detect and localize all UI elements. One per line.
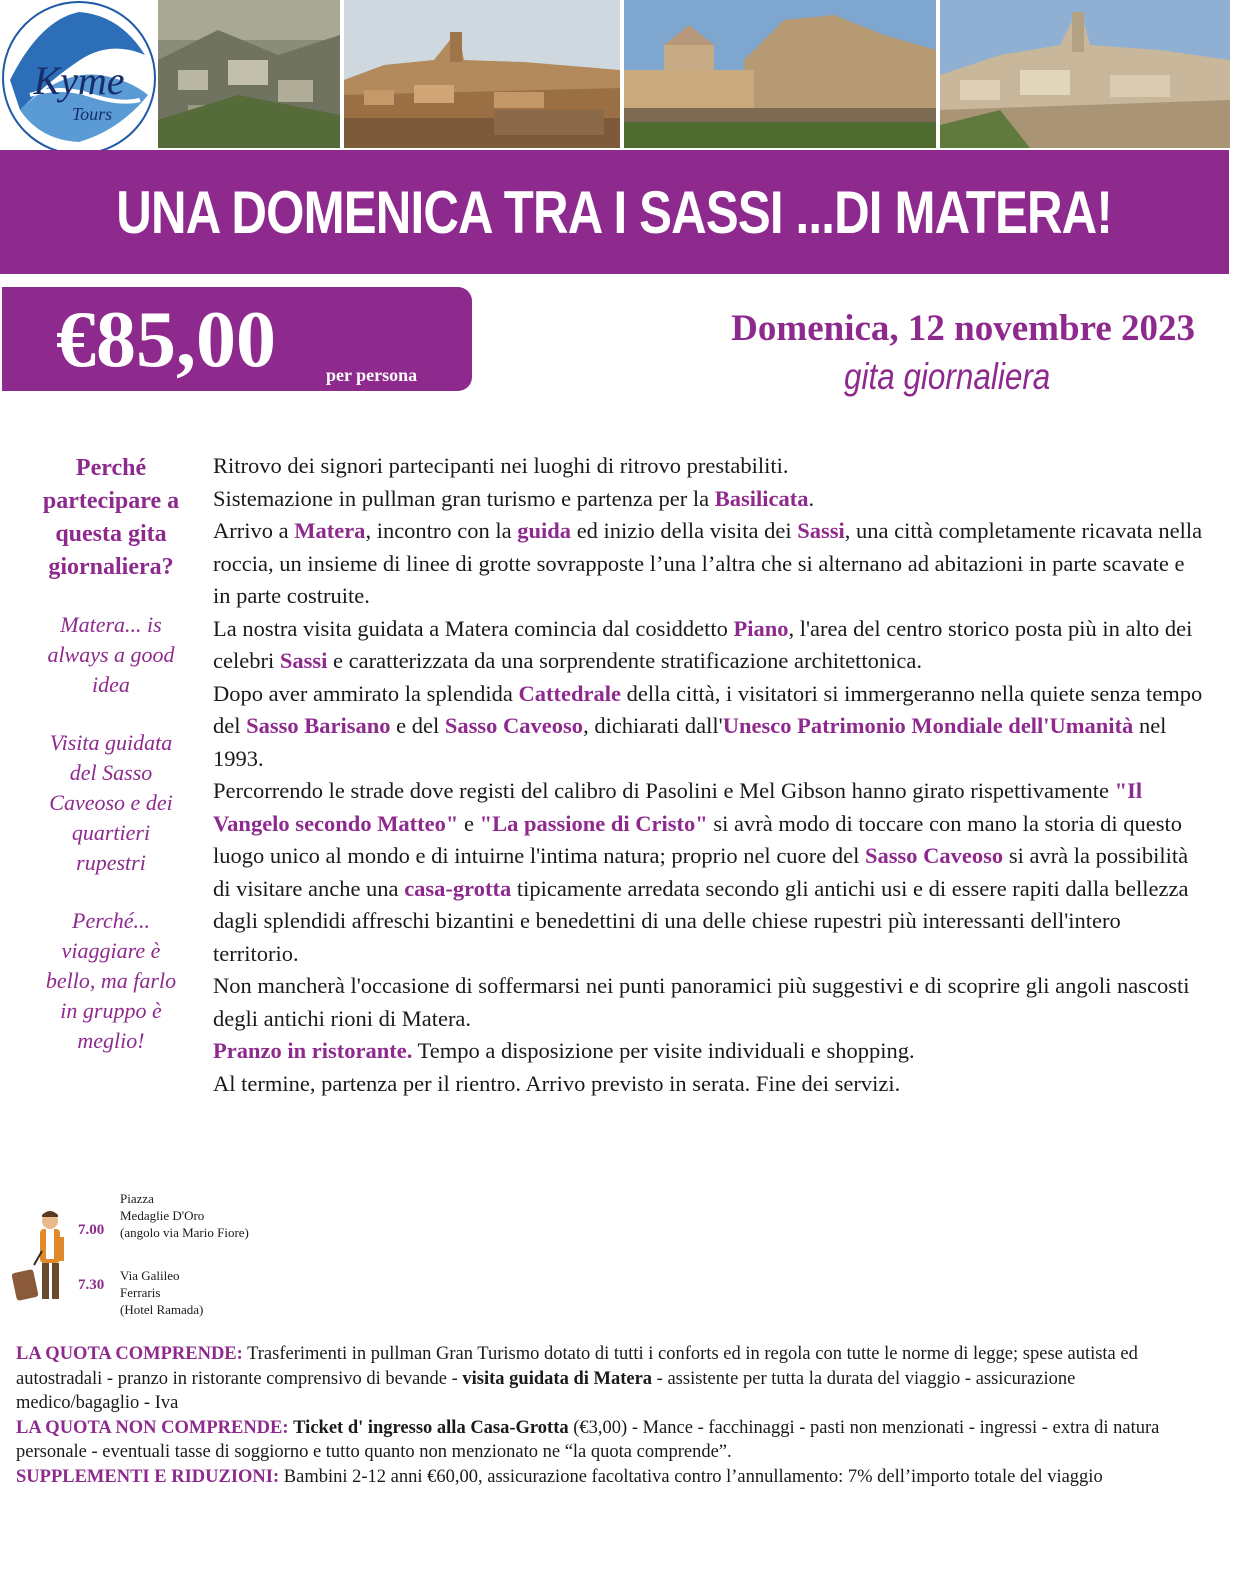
highlight-run: "Il Vangelo secondo Matteo" — [213, 778, 1143, 836]
highlight-run: "La passione di Cristo" — [479, 810, 708, 836]
side-note-line: Perché... — [72, 908, 150, 933]
matera-photo-2 — [344, 0, 620, 148]
side-question-line: Perché — [75, 455, 147, 481]
header-photo-strip — [0, 0, 1241, 148]
departure-place-line: Via Galileo — [120, 1268, 180, 1283]
side-question — [30, 452, 192, 584]
itinerary-paragraph — [213, 1068, 1203, 1101]
side-question-line: giornaliera? — [48, 554, 174, 580]
highlight-run: Unesco Patrimonio Mondiale dell'Umanità — [722, 713, 1134, 738]
side-note-2 — [30, 728, 192, 878]
itinerary-paragraph — [213, 1035, 1203, 1068]
itinerary-paragraph — [213, 775, 1203, 970]
highlight-run: Basilicata — [714, 485, 809, 511]
text-run: nel 1993. — [213, 713, 1167, 771]
itinerary-paragraph — [213, 970, 1203, 1035]
footer-label: LA QUOTA NON COMPRENDE: — [16, 1417, 289, 1438]
highlight-run: Sasso Caveoso — [865, 843, 1004, 868]
highlight-run: Sassi — [279, 648, 328, 673]
departure-time: 7.30 — [78, 1277, 105, 1293]
text-run: ed inizio della visita dei — [571, 518, 798, 543]
text-run: , incontro con la — [365, 518, 518, 543]
matera-photo-3 — [624, 0, 936, 148]
quota-comprende — [16, 1342, 1196, 1416]
side-column — [30, 452, 192, 1056]
itinerary-text — [213, 450, 1203, 1100]
departure-time: 7.00 — [78, 1222, 105, 1238]
footer-label: LA QUOTA COMPRENDE: — [16, 1344, 243, 1364]
departure-place-line: (Hotel Ramada) — [120, 1302, 204, 1317]
side-note-3 — [30, 906, 192, 1056]
text-run: - assistente per tutta la durata del viaggio - assicurazione medico/bagaglio - Iva — [16, 1368, 1076, 1413]
traveler-icon — [8, 1207, 74, 1307]
text-run: Bambini 2-12 anni €60,00, assicurazione facoltativa contro l’annullamento: 7% dell’importo totale del viaggio — [279, 1466, 1103, 1487]
highlight-run: casa-grotta — [404, 875, 512, 901]
text-run: (€3,00) - Mance - facchinaggi - pasti non menzionati - ingressi - extra di natura personale - eventuali tasse di soggiorno e tutto quanto non menzionato ne “la quota comprende”. — [16, 1417, 1160, 1462]
footer-label: SUPPLEMENTI E RIDUZIONI: — [16, 1466, 280, 1487]
title-band — [0, 150, 1229, 274]
text-run: Ritrovo dei signori partecipanti nei luoghi di ritrovo prestabiliti. — [213, 453, 789, 478]
text-run: Trasferimenti in pullman Gran Turismo dotato di tutti i conforts ed in regola con tutte le norme di legge; spese autista ed autostradali - pranzo in ristorante comprensivo di bevande - — [16, 1344, 1138, 1389]
itinerary-paragraph — [213, 450, 1203, 483]
matera-photo-1 — [158, 0, 340, 148]
departure-place-line: Ferraris — [120, 1285, 161, 1300]
itinerary-paragraph — [213, 678, 1203, 776]
highlight-run: guida — [517, 518, 572, 543]
text-run: , una città completamente ricavata nella roccia, un insieme di linee di grotte sovrapposte l’una l’altra che si alternano ad abitazioni in parte scavate e in parte costruite. — [213, 518, 1203, 608]
bold-run: visita guidata di Matera — [462, 1368, 653, 1389]
itinerary-paragraph — [213, 515, 1203, 613]
departures-block — [0, 1185, 420, 1325]
text-run: , dichiarati dall' — [583, 713, 723, 738]
quota-non-comprende — [16, 1416, 1196, 1465]
side-note-line: bello, ma farlo — [45, 968, 177, 993]
text-run: Percorrendo le strade dove registi del calibro di Pasolini e Mel Gibson hanno girato rispettivamente — [213, 778, 1115, 803]
highlight-run: Sassi — [797, 518, 845, 543]
side-note-line: rupestri — [76, 850, 146, 875]
text-run: La nostra visita guidata a Matera comincia dal cosiddetto — [213, 615, 734, 641]
supplementi-riduzioni — [16, 1465, 1196, 1490]
text-run: Tempo a disposizione per visite individuali e shopping. — [412, 1038, 915, 1063]
logo-brand-text: Kyme — [33, 58, 125, 103]
text-run: Sistemazione in pullman gran turismo e partenza per la — [213, 485, 715, 511]
highlight-run: Piano — [733, 615, 789, 641]
itinerary-paragraph — [213, 483, 1203, 516]
departure-place-line: (angolo via Mario Fiore) — [120, 1225, 249, 1240]
side-note-line: Caveoso e dei — [49, 790, 173, 815]
text-run: e caratterizzata da una sorprendente stratificazione architettonica. — [327, 648, 923, 673]
bold-run: Ticket d' ingresso alla Casa-Grotta — [293, 1417, 569, 1438]
side-note-line: Matera... is — [60, 612, 162, 637]
text-run: e del — [390, 713, 445, 738]
side-note-line: del Sasso — [69, 760, 153, 785]
itinerary-paragraph — [213, 613, 1203, 678]
side-note-line: always a good — [47, 642, 175, 667]
kyme-tours-logo — [0, 0, 158, 156]
side-note-line: Visita guidata — [49, 730, 173, 755]
text-run: Arrivo a — [213, 518, 295, 543]
departure-place-line: Piazza — [120, 1191, 154, 1206]
terms-footer — [16, 1342, 1196, 1489]
text-run: . — [808, 485, 815, 511]
text-run: si avrà modo di toccare con mano la storia di questo luogo unico al mondo e di intuirne l'intima natura; proprio nel cuore del — [213, 810, 1183, 868]
highlight-run: Pranzo in ristorante. — [213, 1038, 413, 1063]
departure-place — [120, 1190, 249, 1241]
side-note-line: quartieri — [71, 820, 151, 845]
departure-place-line: Medaglie D'Oro — [120, 1208, 205, 1223]
departure-place — [120, 1267, 203, 1318]
trip-type: gita giornaliera — [844, 356, 1051, 397]
text-run: Non mancherà l'occasione di soffermarsi nei punti panoramici più suggestivi e di scoprire gli angoli nascosti degli antichi rioni di Matera. — [213, 973, 1190, 1031]
price-unit: per persona — [326, 365, 418, 385]
text-run: Dopo aver ammirato la splendida — [213, 680, 519, 706]
text-run: e — [458, 810, 480, 836]
text-run: della città, i visitatori si immergeranno nella quiete senza tempo del — [213, 680, 1203, 738]
side-note-line: meglio! — [77, 1028, 145, 1053]
text-run: , l'area del centro storico posta più in alto dei celebri — [213, 615, 1193, 673]
trip-date: Domenica, 12 novembre 2023 — [731, 308, 1195, 349]
matera-photo-4 — [940, 0, 1230, 148]
highlight-run: Matera — [294, 518, 366, 543]
text-run: si avrà la possibilità di visitare anche una — [213, 843, 1189, 901]
price-amount: €85,00 — [56, 296, 276, 384]
text-run: Al termine, partenza per il rientro. Arrivo previsto in serata. Fine dei servizi. — [213, 1070, 901, 1096]
highlight-run: Sasso Barisano — [246, 713, 391, 738]
side-note-line: in gruppo è — [60, 998, 162, 1023]
logo-sub-text: Tours — [71, 104, 113, 124]
side-note-line: idea — [92, 672, 130, 697]
side-note-1 — [30, 610, 192, 700]
page-title: UNA DOMENICA TRA I SASSI ...DI MATERA! — [116, 178, 1113, 246]
highlight-run: Cattedrale — [518, 680, 621, 706]
side-question-line: questa gita — [55, 521, 167, 547]
side-note-line: viaggiare è — [61, 938, 161, 963]
side-question-line: partecipare a — [42, 488, 180, 514]
highlight-run: Sasso Caveoso — [444, 713, 584, 738]
text-run: tipicamente arredata secondo gli antichi usi e di essere rapiti dalla bellezza dagli splendidi affreschi bizantini e benedettini di una delle chiese rupestri più interessanti dell'intero territorio. — [213, 875, 1189, 966]
price-box — [2, 287, 472, 391]
